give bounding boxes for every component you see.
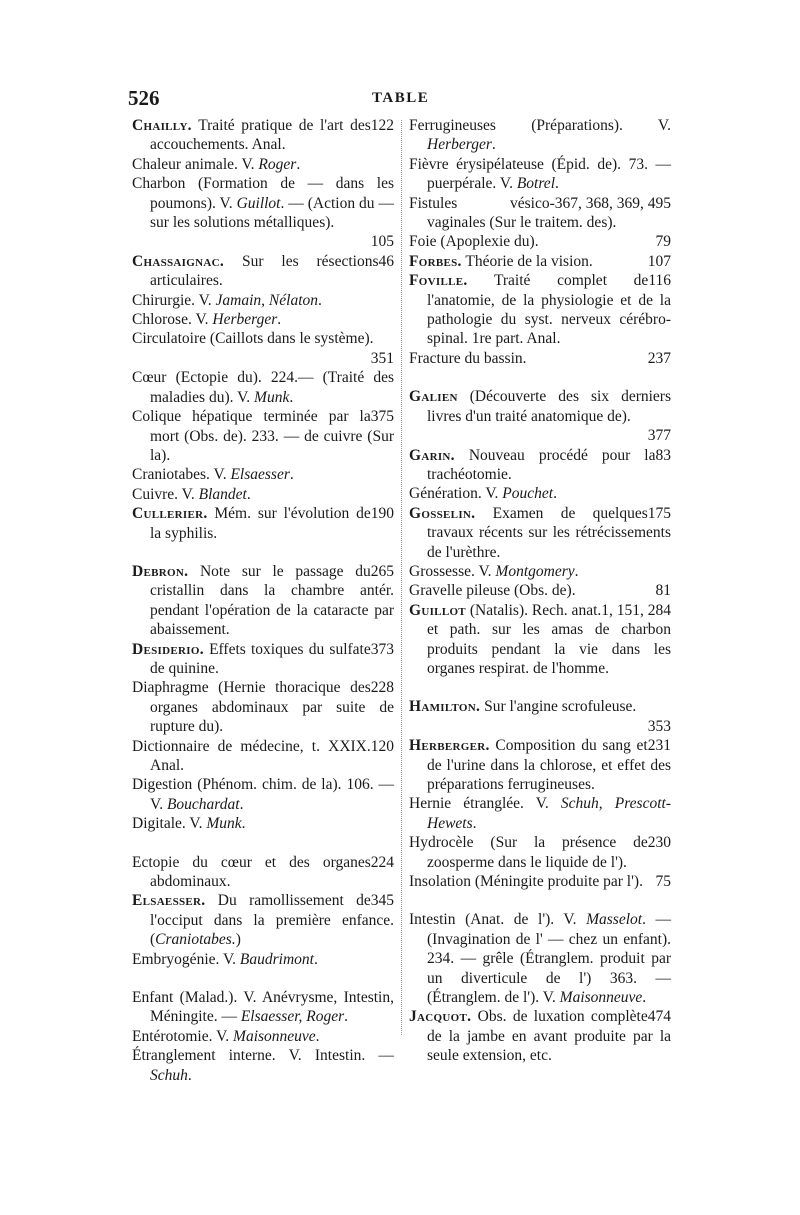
entry-text: Hernie étranglée. V.	[409, 795, 561, 813]
index-entry	[132, 291, 394, 310]
entry-text: .	[313, 950, 318, 968]
entry-text: Traité complet de l'anatomie, de la physiologie et de la pathologie du syst. nerveux cérébro-spinal. 1re part. Anal.	[427, 272, 671, 348]
page-reference: 373	[370, 640, 394, 658]
cross-reference: Munk	[254, 388, 290, 406]
index-entry	[132, 1027, 394, 1046]
entry-text: Grossesse. V.	[409, 562, 496, 580]
index-entry	[132, 368, 394, 407]
entry-heading: Herberger.	[409, 737, 490, 755]
index-entry	[132, 116, 394, 155]
entry-text: Ectopie du cœur et des organes abdominaux.	[132, 853, 371, 891]
entry-text: .	[289, 388, 294, 406]
cross-reference: Botrel	[516, 175, 555, 193]
index-entry	[132, 988, 394, 1027]
entry-text: (Natalis). Rech. anat. et path. sur les amas de charbon produits pendant la vie dans les organes respirat. de l'homme.	[427, 601, 671, 677]
entry-heading: Cullerier.	[132, 505, 208, 523]
page-reference: 120	[370, 737, 394, 755]
entry-text: Circulatoire (Caillots dans le système).	[132, 330, 374, 348]
entry-text: Entérotomie. V.	[132, 1027, 234, 1045]
page-reference: 1, 151, 284	[601, 601, 671, 619]
cross-reference: Blandet	[198, 485, 247, 503]
entry-text: .	[296, 155, 301, 173]
cross-reference: Baudrimont	[239, 950, 314, 968]
entry-text: .	[289, 466, 294, 484]
index-entry	[132, 1046, 394, 1085]
entry-text: . — (Invagination de l' — chez un enfant). 234. — grêle (Étranglem. produit par un diverticule de l') 363. — (Étranglem. de l'). V.	[427, 911, 672, 1007]
index-entry	[409, 697, 671, 736]
entry-text: Dictionnaire de médecine, t. XXIX. Anal.	[132, 737, 371, 774]
entry-text: .	[553, 485, 557, 503]
entry-text: (Découverte des six derniers livres d'un traité anatomique de).	[427, 388, 671, 425]
index-entry	[132, 640, 394, 679]
index-entry	[132, 775, 394, 814]
entry-text: Foie (Apoplexie du).	[409, 233, 539, 251]
page-reference: 46	[378, 252, 394, 270]
entry-text: Chirurgie. V.	[132, 291, 216, 309]
page-reference: 105	[370, 233, 394, 251]
entry-text: Effets toxiques du sulfate de quinine.	[150, 640, 371, 677]
entry-text: Étranglement interne. V. Intestin. —	[132, 1047, 394, 1065]
index-entry	[132, 485, 394, 504]
page-reference: 345	[370, 892, 394, 910]
page-reference: 81	[655, 582, 671, 600]
running-title: TABLE	[372, 90, 430, 106]
index-entry	[409, 446, 671, 485]
entry-text: Digitale. V.	[132, 815, 207, 833]
index-entry	[409, 349, 671, 368]
cross-reference: Elsaesser, Roger	[240, 1008, 345, 1026]
entry-text: .	[277, 311, 282, 329]
index-entry	[409, 155, 671, 194]
page-reference: 75	[655, 873, 671, 891]
index-column-right	[409, 116, 671, 1066]
index-entry	[132, 504, 394, 543]
index-entry	[409, 252, 671, 271]
page-reference: 79	[655, 233, 671, 251]
entry-text: .	[187, 1066, 192, 1084]
cross-reference: Bouchardat	[166, 795, 240, 813]
page-reference: 122	[370, 117, 394, 134]
page-reference: 228	[370, 679, 394, 697]
index-entry	[132, 310, 394, 329]
entry-text: Mém. sur l'évolution de la syphilis.	[150, 505, 371, 542]
cross-reference: Craniotabes.	[155, 931, 236, 949]
index-entry	[409, 116, 671, 155]
page-reference: 353	[647, 717, 671, 735]
index-entry	[132, 407, 394, 465]
entry-heading: Jacquot.	[409, 1008, 472, 1026]
index-entry	[409, 872, 671, 891]
entry-text: Enfant (Malad.). V. Anévrysme, Intestin, Méningite. —	[132, 989, 394, 1026]
page-reference: 83	[655, 446, 671, 464]
entry-text: Nouveau procédé pour la trachéotomie.	[427, 446, 656, 483]
page-reference: 351	[370, 349, 394, 367]
entry-text: Obs. de luxation complète de la jambe en avant produite par la seule extension, etc.	[427, 1008, 671, 1065]
entry-text: Cuivre. V.	[132, 485, 199, 503]
index-column-left	[132, 116, 394, 1085]
cross-reference: Roger	[258, 155, 297, 173]
entry-text: .	[239, 795, 244, 813]
index-entry	[409, 581, 671, 600]
page-reference: 375	[370, 408, 394, 426]
page-reference: 175	[647, 504, 671, 522]
entry-text: Intestin (Anat. de l'). V.	[409, 911, 587, 929]
entry-text: )	[235, 931, 241, 949]
page-reference: 377	[647, 427, 671, 445]
entry-text: .	[472, 814, 477, 832]
index-entry	[132, 174, 394, 252]
entry-text: Théorie de la vision.	[461, 252, 593, 270]
index-entry	[409, 484, 671, 503]
page-reference: 107	[647, 252, 671, 270]
page-reference: 237	[647, 349, 671, 367]
entry-text: Digestion (Phénom. chim. de la). 106. — V.	[132, 776, 394, 813]
index-entry	[132, 155, 394, 174]
index-entry	[409, 1007, 671, 1065]
index-entry	[132, 891, 394, 949]
entry-heading: Chailly.	[132, 117, 192, 134]
index-entry	[409, 504, 671, 562]
page-reference: 224	[370, 853, 394, 871]
index-entry	[409, 910, 671, 1007]
index-entry	[409, 271, 671, 349]
entry-text: Colique hépatique terminée par la mort (Obs. de). 233. — de cuivre (Sur la).	[132, 408, 394, 464]
index-entry	[132, 562, 394, 640]
index-entry	[132, 814, 394, 833]
page-reference: 230	[647, 834, 671, 852]
index-entry	[409, 232, 671, 251]
index-entry	[132, 737, 394, 776]
page-reference: 116	[648, 272, 671, 290]
cross-reference: Pouchet	[502, 485, 554, 503]
entry-text: Charbon (Formation de — dans les poumons). V.	[132, 175, 394, 212]
entry-text: Du ramollissement de l'occiput dans la première enfance. (	[150, 892, 394, 949]
index-entry	[132, 329, 394, 368]
entry-text: Composition du sang et de l'urine dans la chlorose, et effet des préparations ferrugineuses.	[427, 737, 671, 793]
entry-text: .	[555, 175, 559, 193]
index-entry	[409, 736, 671, 794]
cross-reference: Munk	[206, 815, 242, 833]
entry-text: .	[241, 815, 246, 833]
cross-reference: Masselot	[586, 911, 643, 929]
page-reference: 265	[370, 562, 394, 580]
index-entry	[132, 678, 394, 736]
cross-reference: Maisonneuve	[233, 1027, 316, 1045]
entry-text: Fistules vésico-vaginales (Sur le traitem. des).	[409, 194, 617, 232]
index-entry	[409, 194, 671, 233]
entry-text: Fièvre érysipélateuse (Épid. de). 73. — puerpérale. V.	[409, 155, 671, 193]
cross-reference: Herberger	[427, 136, 492, 154]
cross-reference: Schuh	[150, 1066, 188, 1084]
index-entry	[132, 252, 394, 291]
entry-text: Examen de quelques travaux récents sur les rétrécissements de l'urèthre.	[427, 504, 671, 561]
index-entry	[409, 601, 671, 679]
entry-text: Diaphragme (Hernie thoracique des organes abdominaux par suite de rupture du).	[132, 679, 394, 736]
entry-text: Craniotabes. V.	[132, 466, 231, 484]
entry-text: Note sur le passage du cristallin dans la chambre antér. pendant l'opération de la cataracte par abaissement.	[150, 562, 394, 639]
index-entry	[409, 387, 671, 445]
page-reference: 367, 368, 369, 495	[554, 194, 671, 212]
entry-text: Ferrugineuses (Préparations). V.	[409, 117, 671, 134]
entry-heading: Foville.	[409, 272, 468, 290]
entry-text: Gravelle pileuse (Obs. de).	[409, 582, 576, 600]
entry-text: Insolation (Méningite produite par l').	[409, 873, 643, 891]
entry-text: .	[315, 1027, 320, 1045]
entry-text: Embryogénie. V.	[132, 950, 240, 968]
entry-text: . — (Action du — sur les solutions métalliques).	[150, 194, 394, 232]
cross-reference: Schuh, Prescott-Hewets	[427, 795, 671, 832]
entry-text: Génération. V.	[409, 485, 503, 503]
entry-text: .	[344, 1008, 349, 1026]
page-reference: 231	[647, 737, 671, 755]
entry-text: .	[246, 485, 251, 503]
entry-text: Hydrocèle (Sur la présence de zoosperme dans le liquide de l').	[409, 834, 648, 871]
entry-text: .	[318, 291, 322, 309]
column-divider	[401, 120, 403, 1035]
index-entry	[132, 950, 394, 969]
cross-reference: Elsaesser	[230, 466, 290, 484]
index-entry	[409, 833, 671, 872]
entry-text: Chlorose. V.	[132, 311, 213, 329]
entry-text: Fracture du bassin.	[409, 349, 527, 367]
cross-reference: Montgomery	[495, 562, 575, 580]
entry-heading: Forbes.	[409, 252, 462, 270]
entry-heading: Chassaignac.	[132, 252, 225, 270]
index-entry	[409, 562, 671, 581]
entry-heading: Guillot	[409, 601, 466, 619]
entry-text: Sur les résections articulaires.	[150, 252, 379, 290]
entry-text: Traité pratique de l'art des accouchements. Anal.	[150, 117, 371, 154]
entry-heading: Hamilton.	[409, 698, 481, 716]
entry-heading: Desiderio.	[132, 640, 204, 658]
page-reference: 474	[647, 1008, 671, 1026]
index-entry	[132, 465, 394, 484]
entry-text: .	[574, 562, 579, 580]
entry-heading: Gosselin.	[409, 504, 476, 522]
entry-text: .	[491, 136, 496, 154]
entry-text: Chaleur animale. V.	[132, 155, 259, 173]
cross-reference: Guillot	[236, 194, 281, 212]
page-reference: 190	[370, 505, 394, 523]
index-entry	[409, 794, 671, 833]
cross-reference: Maisonneuve	[559, 989, 643, 1007]
index-entry	[132, 853, 394, 892]
entry-heading: Galien	[409, 388, 458, 406]
entry-heading: Debron.	[132, 562, 189, 580]
entry-text: Cœur (Ectopie du). 224.— (Traité des maladies du). V.	[132, 369, 394, 406]
cross-reference: Herberger	[212, 311, 278, 329]
cross-reference: Jamain, Nélaton	[215, 291, 319, 309]
entry-heading: Elsaesser.	[132, 892, 206, 910]
page-number: 526	[128, 86, 160, 110]
entry-heading: Garin.	[409, 446, 455, 464]
entry-text: .	[642, 989, 647, 1007]
entry-text: Sur l'angine scrofuleuse.	[480, 698, 637, 716]
